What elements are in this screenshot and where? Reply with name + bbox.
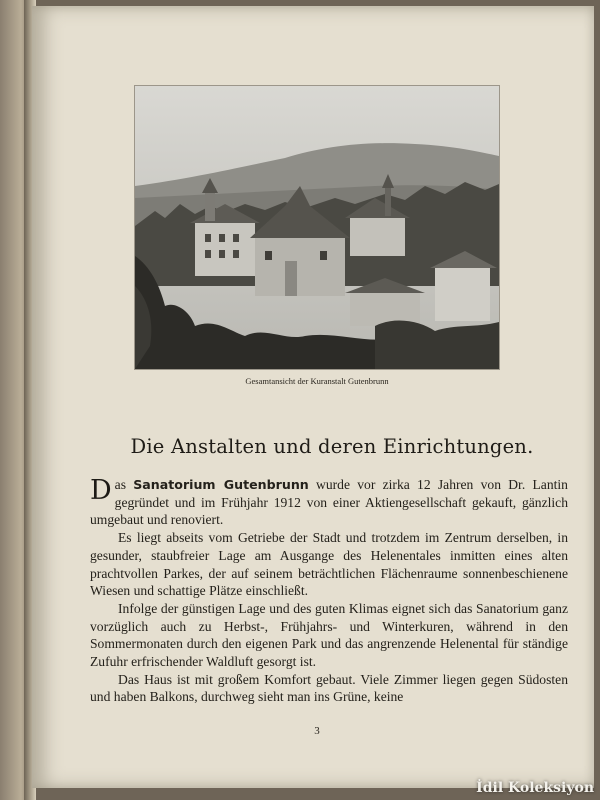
drop-cap: D bbox=[90, 475, 112, 506]
paragraph-3: Infolge der günstigen Lage und des guten Klimas eignet sich das Sanatorium ganz vorzüglich auch zu Herbst-, Frühjahrs- und Winterkuren, während in den Sommermonaten durch den eigenen Park und das angrenzende Helenental für ständige Zufuhr erfrischender Waldluft gesorgt ist. bbox=[90, 600, 568, 670]
paragraph-4: Das Haus ist mit großem Komfort gebaut. Viele Zimmer liegen gegen Südosten und haben Balkons, durchweg sieht man ins Grüne, keine bbox=[90, 671, 568, 705]
watermark: İdil Koleksiyon bbox=[476, 780, 594, 796]
sanatorium-photograph bbox=[135, 86, 499, 369]
section-heading: Die Anstalten und deren Einrichtungen. bbox=[130, 435, 534, 458]
body-text bbox=[90, 476, 568, 706]
photo-caption: Gesamtansicht der Kuranstalt Gutenbrunn bbox=[245, 376, 389, 386]
paragraph-1-lead: as bbox=[114, 477, 134, 492]
paragraph-1 bbox=[90, 476, 568, 529]
book-page bbox=[32, 6, 594, 788]
paragraph-2: Es liegt abseits vom Getriebe der Stadt und trotzdem im Zentrum derselben, in gesunder, staubfreier Lage am Ausgange des Helenentales inmitten eines alten prachtvollen Parkes, der auf seinem beträchtlichen Flächenraume sonnenbeschienene Wiesen und schattige Plätze einschließt. bbox=[90, 530, 568, 599]
paragraph-1-text: wurde vor zirka 12 Jahren von Dr. Lantin gegründet und im Frühjahr 1912 von einer Aktiengesellschaft gekauft, gänzlich umgebaut und renoviert. bbox=[90, 477, 568, 528]
sanatorium-name: Sanatorium Gutenbrunn bbox=[133, 477, 309, 492]
page-number: 3 bbox=[314, 725, 320, 737]
